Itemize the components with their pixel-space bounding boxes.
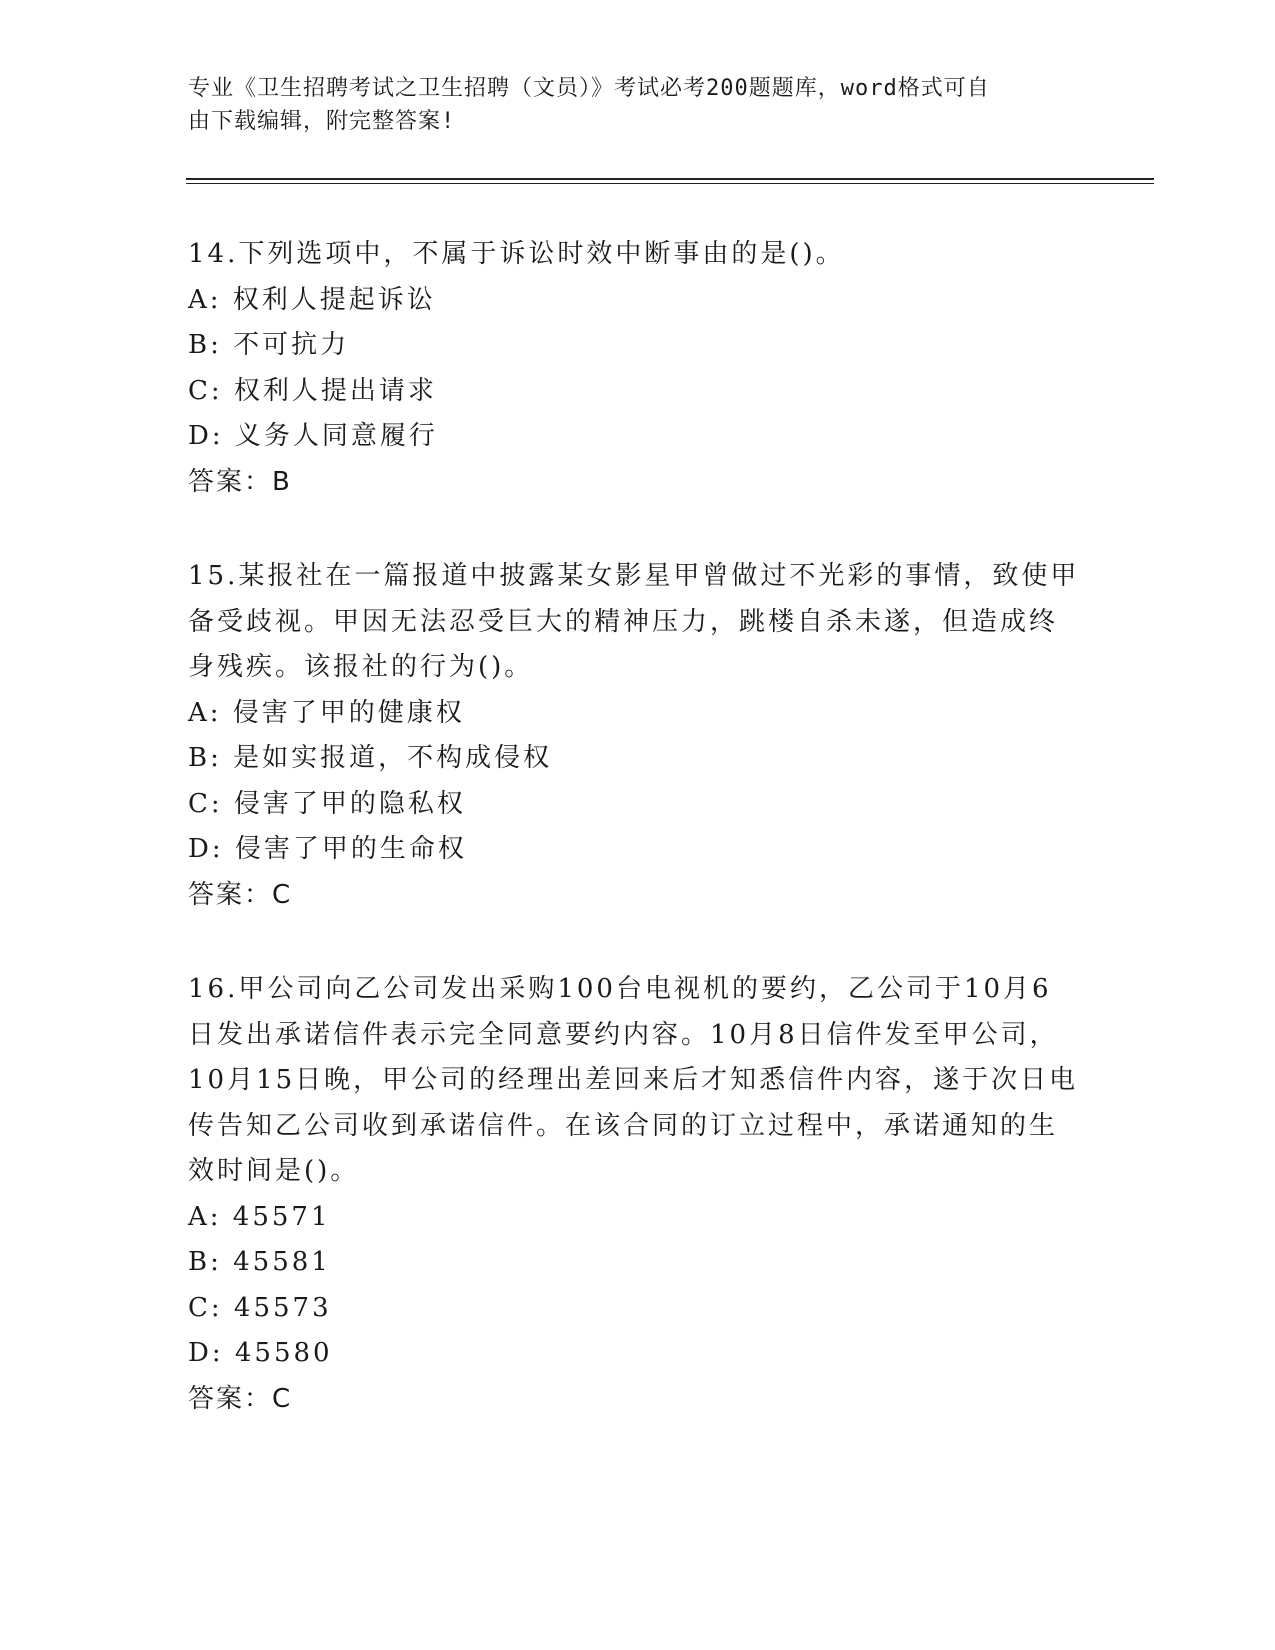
question-stem-line: 备受歧视。甲因无法忍受巨大的精神压力，跳楼自杀未遂，但造成终 [188, 606, 1059, 637]
question-list [188, 232, 1088, 1471]
question-stem-line: 16.甲公司向乙公司发出采购100台电视机的要约，乙公司于10月6 [188, 974, 1052, 1004]
question-16 [188, 967, 1088, 1422]
option-d: D: 45580 [188, 1338, 333, 1368]
question-stem-line: 14.下列选项中，不属于诉讼时效中断事由的是()。 [188, 239, 845, 269]
question-stem-line: 10月15日晚，甲公司的经理出差回来后才知悉信件内容，遂于次日电 [188, 1065, 1079, 1095]
header-line-1: 专业《卫生招聘考试之卫生招聘（文员）》考试必考200题题库，word格式可自 [188, 76, 990, 101]
answer-label: 答案：C [188, 1383, 293, 1414]
question-stem-line: 传告知乙公司收到承诺信件。在该合同的订立过程中，承诺通知的生 [188, 1110, 1059, 1141]
question-15 [188, 554, 1088, 918]
option-c: C: 45573 [188, 1292, 332, 1323]
question-14 [188, 232, 1088, 505]
option-a: A: 侵害了甲的健康权 [188, 697, 465, 728]
header-line-2: 由下载编辑，附完整答案! [188, 109, 456, 134]
option-d: D: 侵害了甲的生命权 [188, 834, 467, 864]
answer-label: 答案：C [188, 879, 293, 910]
option-a: A: 45571 [188, 1201, 331, 1232]
option-c: C: 侵害了甲的隐私权 [188, 788, 466, 819]
option-b: B: 不可抗力 [188, 330, 350, 360]
question-stem-line: 15.某报社在一篇报道中披露某女影星甲曾做过不光彩的事情，致使甲 [188, 561, 1080, 591]
option-a: A: 权利人提起诉讼 [188, 284, 436, 315]
question-stem-line: 日发出承诺信件表示完全同意要约内容。10月8日信件发至甲公司， [188, 1019, 1059, 1050]
option-b: B: 45581 [188, 1247, 331, 1277]
question-stem-line: 效时间是()。 [188, 1156, 360, 1186]
answer-label: 答案：B [188, 466, 292, 497]
question-stem-line: 身残疾。该报社的行为()。 [188, 652, 534, 682]
option-c: C: 权利人提出请求 [188, 375, 437, 406]
header-divider [186, 178, 1154, 184]
document-header [188, 72, 1068, 138]
option-b: B: 是如实报道，不构成侵权 [188, 743, 553, 773]
option-d: D: 义务人同意履行 [188, 421, 438, 451]
